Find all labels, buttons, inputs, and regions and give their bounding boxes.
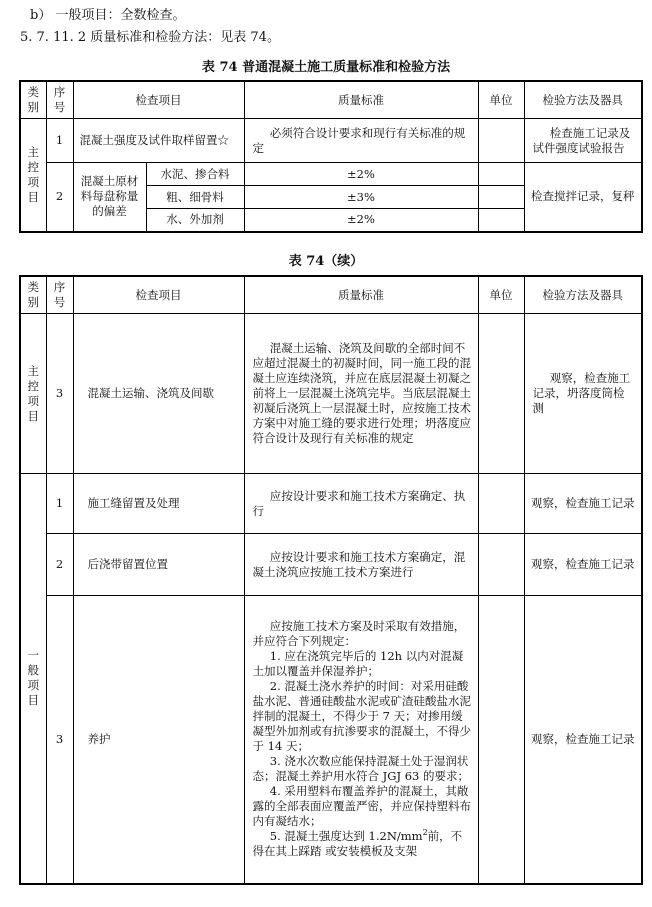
table-row xyxy=(20,163,642,186)
sub-value: ±2% xyxy=(244,209,478,232)
header-method: 检验方法及器具 xyxy=(524,81,642,119)
row-item: 养护 xyxy=(73,596,244,884)
category-main-control: 主 控 项 目 xyxy=(20,119,46,232)
row-unit xyxy=(478,596,524,884)
table-74-continued-caption: 表 74（续） xyxy=(288,254,364,269)
row-method: 观察，检查施工记录 xyxy=(524,534,642,596)
quality-standard-table xyxy=(19,80,643,233)
quality-standard-table-continued xyxy=(19,275,643,885)
header-seq: 序 号 xyxy=(46,276,73,314)
row-item: 混凝土运输、浇筑及间歇 xyxy=(73,314,244,474)
clause-5-7-11-2: 5. 7. 11. 2 质量标准和检验方法：见表 74。 xyxy=(20,30,280,45)
header-item: 检查项目 xyxy=(73,276,244,314)
curing-intro: 应按施工技术方案及时采取有效措施，并应符合下列规定： xyxy=(252,619,466,649)
curing-rule-2: 2. 混凝土浇水养护的时间：对采用硅酸盐水泥、普通硅酸盐水泥或矿渣硅酸盐水泥拌制的混凝土，不得少于 7 天；对掺用缓凝型外加剂或有抗渗要求的混凝土，不得少于 14 天； xyxy=(252,679,471,754)
header-item: 检查项目 xyxy=(73,81,244,119)
row-unit xyxy=(478,474,524,534)
row-standard: 应按设计要求和施工技术方案确定、执行 xyxy=(244,474,478,534)
category-general: 一 般 项 目 xyxy=(20,474,46,884)
row-standard: 应按设计要求和施工技术方案确定，混凝土浇筑应按施工技术方案进行 xyxy=(244,534,478,596)
curing-rule-5: 5. 混凝土强度达到 $1.2N/mm^2$前，不得在其上踩踏 或安装模板及支架 xyxy=(252,828,463,859)
table-header-row xyxy=(20,81,642,119)
table-74-caption: 表 74 普通混凝土施工质量标准和检验方法 xyxy=(201,60,451,75)
row-unit xyxy=(478,534,524,596)
row-item: 后浇带留置位置 xyxy=(73,534,244,596)
row-unit xyxy=(478,186,524,209)
row-method: 检查施工记录及试件强度试验报告 xyxy=(524,119,642,163)
header-unit: 单位 xyxy=(478,276,524,314)
row-seq: 2 xyxy=(46,534,73,596)
header-category: 类 别 xyxy=(20,276,46,314)
curing-rule-1: 1. 应在浇筑完毕后的 12h 以内对混凝土加以覆盖并保湿养护； xyxy=(252,649,464,679)
row-standard: 必须符合设计要求和现行有关标准的规定 xyxy=(244,119,478,163)
row-item: 混凝土强度及试件取样留置☆ xyxy=(73,119,244,163)
row-seq: 2 xyxy=(46,163,73,232)
row-seq: 1 xyxy=(46,119,73,163)
header-seq: 序 号 xyxy=(46,81,73,119)
row-seq: 1 xyxy=(46,474,73,534)
row-unit xyxy=(478,119,524,163)
table-row xyxy=(20,596,642,884)
header-method: 检验方法及器具 xyxy=(524,276,642,314)
row-method: 检查搅拌记录，复秤 xyxy=(524,163,642,232)
header-unit: 单位 xyxy=(478,81,524,119)
row-seq: 3 xyxy=(46,314,73,474)
row-seq: 3 xyxy=(46,596,73,884)
sub-item: 水泥、掺合料 xyxy=(146,163,244,186)
row-unit xyxy=(478,209,524,232)
curing-rule-4: 4. 采用塑料布覆盖养护的混凝土，其敞露的全部表面应覆盖严密，并应保持塑料布内有凝结水； xyxy=(252,784,471,829)
table-row xyxy=(20,534,642,596)
table-header-row xyxy=(20,276,642,314)
row-method: 观察，检查施工记录 xyxy=(524,474,642,534)
header-category: 类 别 xyxy=(20,81,46,119)
row-method: 观察，检查施工记录，坍落度筒检测 xyxy=(524,314,642,474)
row-unit xyxy=(478,314,524,474)
sub-value: ±3% xyxy=(244,186,478,209)
row-method: 观察，检查施工记录 xyxy=(524,596,642,884)
row-standard: 混凝土运输、浇筑及间歇的全部时间不应超过混凝土的初凝时间，同一施工段的混凝土应连续浇筑，并应在底层混凝土初凝之前将上一层混凝土浇筑完毕。当底层混凝土初凝后浇筑上一层混凝土时，应按施工技术方案中对施工缝的要求进行处理；坍落度应符合设计及现行有关标准的规定 xyxy=(244,314,478,474)
table-row xyxy=(20,474,642,534)
table-row xyxy=(20,119,642,163)
row-standard xyxy=(244,596,478,884)
curing-rule-3: 3. 浇水次数应能保持混凝土处于湿润状态；混凝土养护用水符合 JGJ 63 的要求； xyxy=(252,754,470,784)
row-item: 混凝土原材料每盘称量的偏差 xyxy=(73,163,146,232)
table-row xyxy=(20,314,642,474)
sub-item: 水、外加剂 xyxy=(146,209,244,232)
header-standard: 质量标准 xyxy=(244,276,478,314)
intro-line-1: b） 一般项目：全数检查。 xyxy=(30,8,186,23)
sub-item: 粗、细骨料 xyxy=(146,186,244,209)
row-item: 施工缝留置及处理 xyxy=(73,474,244,534)
sub-value: ±2% xyxy=(244,163,478,186)
header-standard: 质量标准 xyxy=(244,81,478,119)
category-main-control: 主 控 项 目 xyxy=(20,314,46,474)
row-unit xyxy=(478,163,524,186)
